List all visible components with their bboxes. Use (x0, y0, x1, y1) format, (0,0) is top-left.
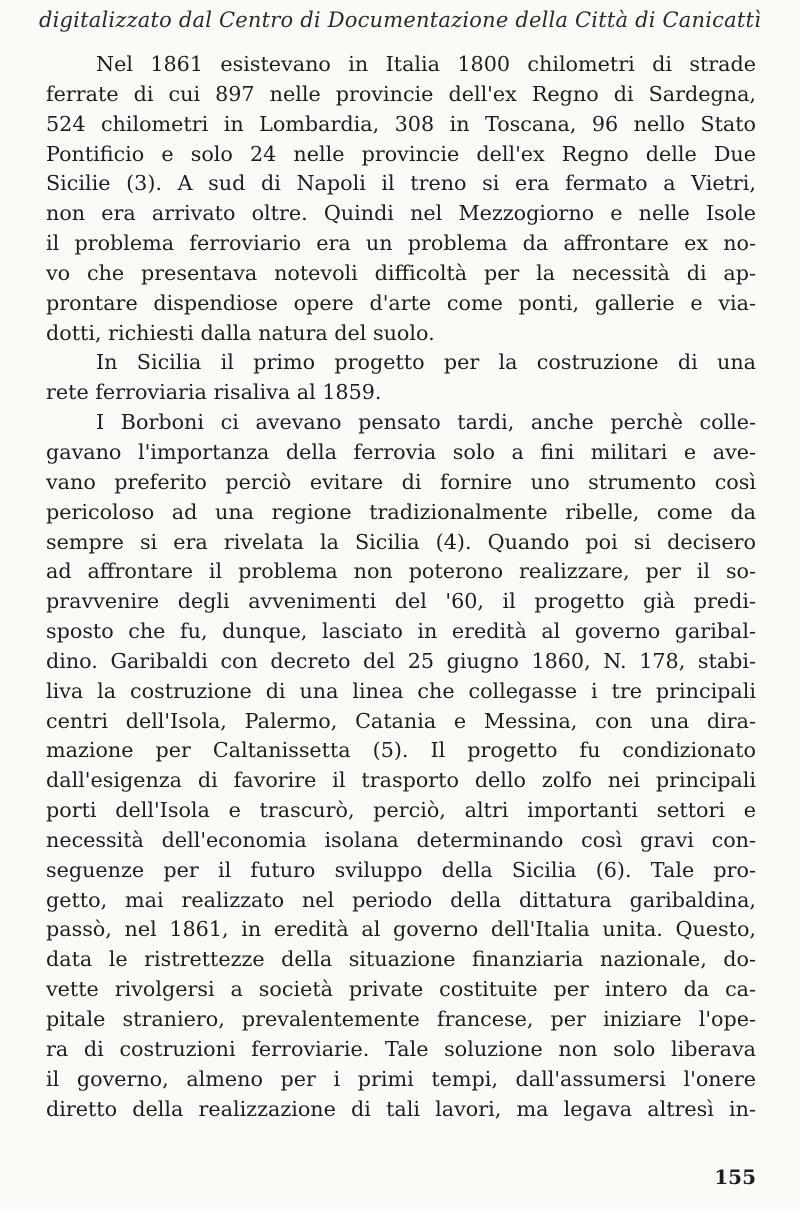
text-line: il governo, almeno per i primi tempi, dall'assumersi l'onere (46, 1066, 756, 1091)
text-line: liva la costruzione di una linea che collegasse i tre principali (46, 678, 756, 703)
text-line: vette rivolgersi a società private costituite per intero da ca- (46, 977, 756, 1002)
body-text (46, 50, 756, 1124)
text-line: mazione per Caltanissetta (5). Il progetto fu condizionato (46, 738, 756, 763)
text-line: necessità dell'economia isolana determinando così gravi con- (46, 827, 756, 852)
text-line: il problema ferroviario era un problema da affrontare ex no- (46, 231, 756, 256)
text-line: prontare dispendiose opere d'arte come ponti, gallerie e via- (46, 290, 756, 315)
text-line: centri dell'Isola, Palermo, Catania e Messina, con una dira- (46, 708, 756, 733)
text-line: I Borboni ci avevano pensato tardi, anche perchè colle- (96, 410, 756, 435)
text-line: pericoloso ad una regione tradizionalmente ribelle, come da (46, 499, 756, 524)
text-line: diretto della realizzazione di tali lavori, ma legava altresì in- (46, 1096, 756, 1121)
text-line: passò, nel 1861, in eredità al governo dell'Italia unita. Questo, (46, 917, 756, 942)
text-line: Pontificio e solo 24 nelle provincie dell'ex Regno delle Due (46, 141, 756, 166)
text-line: dall'esigenza di favorire il trasporto dello zolfo nei principali (46, 768, 756, 793)
text-line: dotti, richiesti dalla natura del suolo. (46, 320, 435, 345)
text-line: ra di costruzioni ferroviarie. Tale soluzione non solo liberava (46, 1036, 756, 1061)
text-line: vo che presentava notevoli difficoltà per la necessità di ap- (46, 260, 756, 285)
text-line: pitale straniero, prevalentemente francese, per iniziare l'ope- (46, 1007, 756, 1031)
text-line: data le ristrettezze della situazione finanziaria nazionale, do- (46, 947, 756, 972)
text-line: porti dell'Isola e trascurò, perciò, altri importanti settori e (46, 798, 756, 823)
text-line: ferrate di cui 897 nelle provincie dell'ex Regno di Sardegna, (46, 81, 756, 106)
text-line: vano preferito perciò evitare di fornire uno strumento così (46, 469, 756, 494)
text-line: pravvenire degli avvenimenti del '60, il progetto già predi- (46, 589, 756, 614)
text-line: 524 chilometri in Lombardia, 308 in Toscana, 96 nello Stato (46, 111, 756, 136)
text-line: dino. Garibaldi con decreto del 25 giugno 1860, N. 178, stabi- (46, 648, 756, 673)
text-line: seguenze per il futuro sviluppo della Sicilia (6). Tale pro- (46, 857, 756, 882)
page-number: 155 (714, 1165, 756, 1189)
digitization-watermark: digitalizzato dal Centro di Documentazione della Città di Canicattì (38, 8, 762, 32)
text-line: In Sicilia il primo progetto per la costruzione di una (96, 350, 756, 375)
text-line: sempre si era rivelata la Sicilia (4). Quando poi si decisero (46, 529, 756, 554)
text-line: sposto che fu, dunque, lasciato in eredità al governo garibal- (46, 619, 756, 644)
text-line: gavano l'importanza della ferrovia solo a fini militari e ave- (46, 439, 756, 464)
text-line: Sicilie (3). A sud di Napoli il treno si era fermato a Vietri, (46, 171, 756, 196)
text-line: non era arrivato oltre. Quindi nel Mezzogiorno e nelle Isole (46, 201, 756, 226)
text-line: rete ferroviaria risaliva al 1859. (46, 380, 382, 405)
text-line: ad affrontare il problema non poterono realizzare, per il so- (46, 559, 756, 584)
text-line: getto, mai realizzato nel periodo della dittatura garibaldina, (46, 887, 756, 912)
text-line: Nel 1861 esistevano in Italia 1800 chilometri di strade (96, 52, 756, 76)
